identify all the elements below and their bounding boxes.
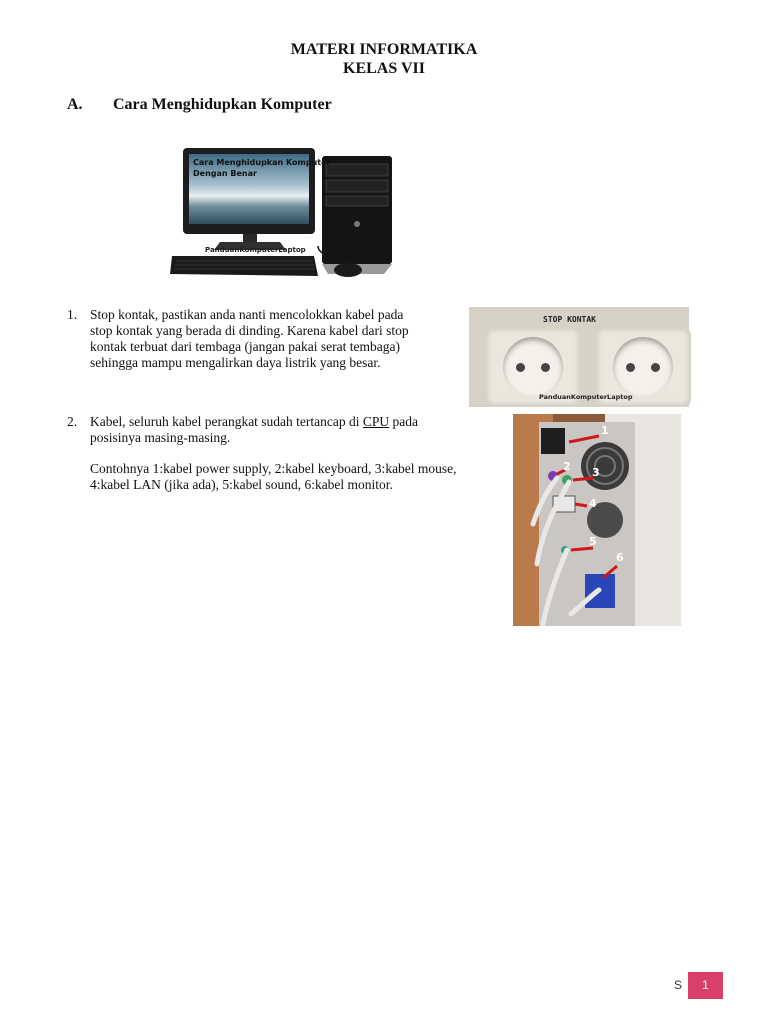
marker-3: 3: [592, 466, 600, 479]
socket-hole: [516, 363, 525, 372]
document-subtitle: KELAS VII: [343, 60, 425, 77]
text-line: Kabel, seluruh kabel perangkat sudah tertancap di CPU pada: [90, 414, 419, 429]
text-line: Contohnya 1:kabel power supply, 2:kabel keyboard, 3:kabel mouse,: [90, 461, 457, 476]
cpu-cables-image: [513, 414, 681, 626]
socket-hole: [651, 363, 660, 372]
marker-5: 5: [589, 535, 597, 548]
cpu-term: CPU: [362, 414, 390, 429]
marker-4: 4: [589, 497, 597, 510]
stop-kontak-image: [469, 307, 689, 407]
text-line: sehingga mampu mengalirkan daya listrik yang besar.: [90, 355, 381, 370]
blank-line: [90, 446, 457, 461]
page-number-badge: 1: [688, 972, 723, 999]
socket-hole: [541, 363, 550, 372]
socket: [503, 337, 563, 397]
text-line: posisinya masing-masing.: [90, 430, 231, 445]
text-line: kontak terbuat dari tembaga (jangan pakai serat tembaga): [90, 339, 400, 354]
marker-6: 6: [616, 551, 624, 564]
item-number: 1.: [67, 307, 78, 322]
item-2-text: [90, 414, 457, 493]
screen-caption-line1: Cara Menghidupkan Komputer: [193, 158, 331, 167]
stop-kontak-watermark: PanduanKomputerLaptop: [539, 393, 633, 401]
section-title: Cara Menghidupkan Komputer: [113, 96, 332, 113]
screen-caption-line2: Dengan Benar: [193, 169, 257, 178]
section-number: A.: [67, 96, 83, 113]
socket: [613, 337, 673, 397]
marker-2: 2: [563, 460, 571, 473]
text-line: Stop kontak, pastikan anda nanti mencolokkan kabel pada: [90, 307, 404, 322]
footer-letter: S: [674, 978, 683, 992]
document-title: MATERI INFORMATIKA: [290, 41, 478, 58]
text-line: 4:kabel LAN (jika ada), 5:kabel sound, 6:kabel monitor.: [90, 477, 393, 492]
stop-kontak-label: STOP KONTAK: [543, 315, 596, 324]
marker-1: 1: [601, 424, 609, 437]
socket-hole: [626, 363, 635, 372]
item-number: 2.: [67, 414, 78, 429]
computer-image-watermark: PanduanKomputerLaptop: [205, 246, 306, 254]
item-1-text: [90, 307, 409, 371]
text-line: stop kontak yang berada di dinding. Karena kabel dari stop: [90, 323, 409, 338]
